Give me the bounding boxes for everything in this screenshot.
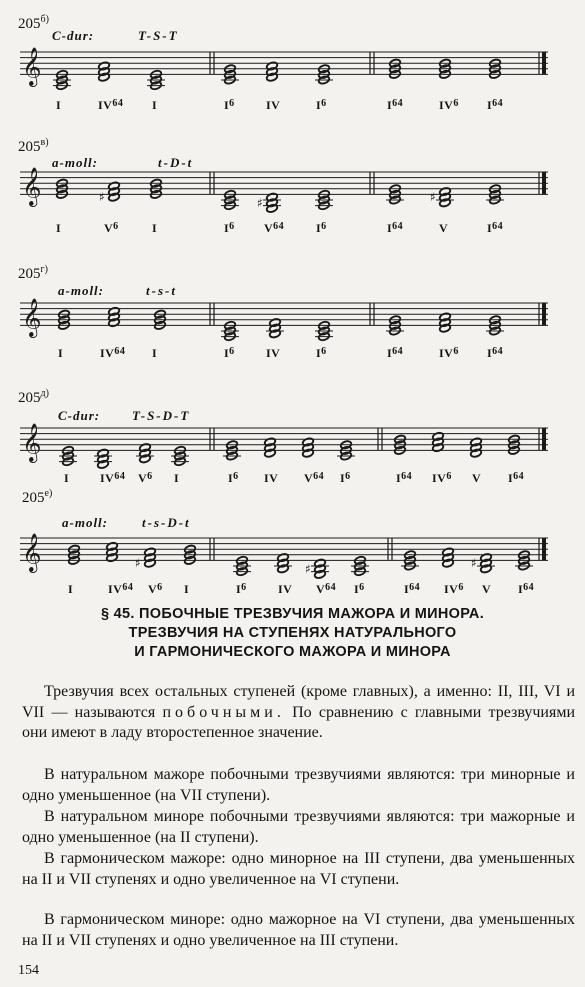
degree-label: $I^6$ [316,98,327,112]
chord [439,312,451,333]
chord [302,437,314,458]
staff [0,32,585,102]
treble-clef-icon: 𝄞 [22,297,42,337]
final-barline [542,303,546,325]
degree-label: $I^{64}$ [518,582,535,596]
degree-label: IV$^{64}$ [108,582,134,596]
chord [147,70,165,91]
degree-label: $I^6$ [224,98,235,112]
chord [171,446,189,467]
degree-label: $I^{64}$ [387,221,404,235]
chord [442,547,454,568]
degree-label: $I^6$ [228,471,239,485]
degree-label: $IV^6$ [439,346,459,360]
degree-label: $I^{64}$ [396,471,413,485]
paragraph-3: В натуральном миноре побочными трезвучиями являются: три мажорные и одно уменьшенное (на II ступени). [22,808,575,846]
example-label [18,264,48,283]
example-letter: е) [44,488,53,499]
chord [233,556,251,577]
example-number: 205 [18,16,41,32]
degree-label: IV$^{64}$ [100,346,126,360]
sharp-icon: ♯ [471,556,477,571]
chord [315,190,333,211]
degree-label: $V^6$ [148,582,163,596]
chord [311,558,329,579]
degree-label: $V^{64}$ [316,582,337,596]
heading-line-3: И ГАРМОНИЧЕСКОГО МАЖОРА И МИНОРА [134,644,451,660]
staff [0,152,585,222]
function-label: t-s-D-t [142,515,191,530]
key-label: a-moll: [52,155,98,170]
degree-label: I [184,582,190,596]
paragraph-5: В гармоническом миноре: одно мажорное на VI ступени, два уменьшенных на II и VII ступенях и одно увеличенное на III ступени. [22,911,575,949]
chord [108,181,120,202]
degree-label: V [472,471,482,485]
degree-label: I [152,221,158,235]
sharp-icon: ♯ [430,190,436,205]
chord [144,547,156,568]
example-label [18,388,49,407]
chord [221,190,239,211]
page-number: 154 [18,963,39,978]
chord [477,553,495,574]
degree-label: $V^{64}$ [304,471,325,485]
example-number: 205 [18,266,41,282]
chord [470,437,482,458]
chord [53,70,71,91]
chord [263,192,281,213]
degree-label: $I^{64}$ [387,346,404,360]
staff [0,283,585,353]
degree-label: IV$^{64}$ [100,471,126,485]
degree-label: IV$^{64}$ [98,98,124,112]
sharp-icon: ♯ [257,195,263,210]
degree-label: $IV^6$ [432,471,452,485]
degree-label: IV [278,582,293,596]
paragraph-2: В натуральном мажоре побочными трезвучиями являются: три минорные и одно уменьшенное (на VII ступени). [22,766,575,804]
sharp-icon: ♯ [305,561,311,576]
degree-label: IV [266,98,281,112]
heading-line-2: ТРЕЗВУЧИЯ НА СТУПЕНЯХ НАТУРАЛЬНОГО [128,625,457,641]
treble-clef-icon: 𝄞 [22,422,42,462]
chord [106,542,118,563]
staff [0,518,585,588]
treble-clef-icon: 𝄞 [22,46,42,86]
example-label [18,14,49,33]
chord [351,556,369,577]
function-label: T-S-D-T [132,408,191,423]
degree-label: $I^6$ [340,471,351,485]
sharp-icon: ♯ [135,556,141,571]
final-barline [542,428,546,450]
degree-label: $I^{64}$ [508,471,525,485]
chord [221,321,239,342]
chord [108,307,120,328]
chord [136,443,154,464]
degree-label: I [56,221,62,235]
section-heading [0,606,585,660]
heading-line-1: § 45. ПОБОЧНЫЕ ТРЕЗВУЧИЯ МАЖОРА И МИНОРА. [100,606,485,622]
degree-label: $I^6$ [236,582,247,596]
chord [274,553,292,574]
degree-label: $V^6$ [104,221,119,235]
degree-label: I [174,471,180,485]
degree-label: $I^6$ [316,221,327,235]
chord [98,61,110,82]
degree-label: $IV^6$ [439,98,459,112]
example-number: 205 [18,139,41,155]
degree-label: I [152,98,158,112]
chord [264,437,276,458]
degree-label: IV [264,471,279,485]
degree-label: I [64,471,70,485]
chord [266,318,284,339]
chord [436,187,454,208]
function-label: t-s-t [146,283,177,298]
degree-label: $I^6$ [354,582,365,596]
degree-label: I [152,346,158,360]
degree-label: IV [266,346,281,360]
key-label: a-moll: [62,515,108,530]
example-number: 205 [22,490,45,506]
example-letter: д) [40,388,49,399]
emphasis-word: побочными. [162,703,285,721]
degree-label: $I^{64}$ [487,221,504,235]
degree-label: $I^{64}$ [487,346,504,360]
paragraph-1: Трезвучия всех остальных ступеней (кроме главных), а именно: II, III, VI и VII — называются побочными. По сравнению с главными трезвучиями они имеют в ладу второстепенное значение. [22,683,576,741]
degree-label: I [68,582,74,596]
example-number: 205 [18,390,41,406]
degree-label: $I^6$ [224,346,235,360]
staff [0,408,585,478]
degree-label: I [58,346,64,360]
paragraph-4: В гармоническом мажоре: одно минорное на III ступени, два уменьшенных на II и VII ступенях и одно увеличенное на VI ступени. [22,850,575,888]
chord [266,61,278,82]
degree-label: $I^{64}$ [387,98,404,112]
example-label [22,488,52,507]
key-label: C-dur: [58,408,101,423]
chord [432,432,444,453]
final-barline [542,52,546,74]
degree-label: $V^{64}$ [264,221,285,235]
degree-label: $I^{64}$ [487,98,504,112]
final-barline [542,172,546,194]
chord [59,446,77,467]
function-label: T-S-T [138,28,179,43]
example-letter: б) [40,14,49,25]
sharp-icon: ♯ [99,190,105,205]
degree-label: I [56,98,62,112]
treble-clef-icon: 𝄞 [22,166,42,206]
key-label: C-dur: [52,28,95,43]
final-barline [542,538,546,560]
degree-label: $I^{64}$ [404,582,421,596]
key-label: a-moll: [58,283,104,298]
treble-clef-icon: 𝄞 [22,532,42,572]
example-letter: в) [40,137,49,148]
chord [94,448,112,469]
chord [315,321,333,342]
degree-label: $V^6$ [138,471,153,485]
degree-label: $I^6$ [316,346,327,360]
degree-label: $I^6$ [224,221,235,235]
degree-label: V [482,582,492,596]
degree-label: $IV^6$ [444,582,464,596]
example-letter: г) [40,264,48,275]
degree-label: V [439,221,449,235]
function-label: t-D-t [158,155,194,170]
